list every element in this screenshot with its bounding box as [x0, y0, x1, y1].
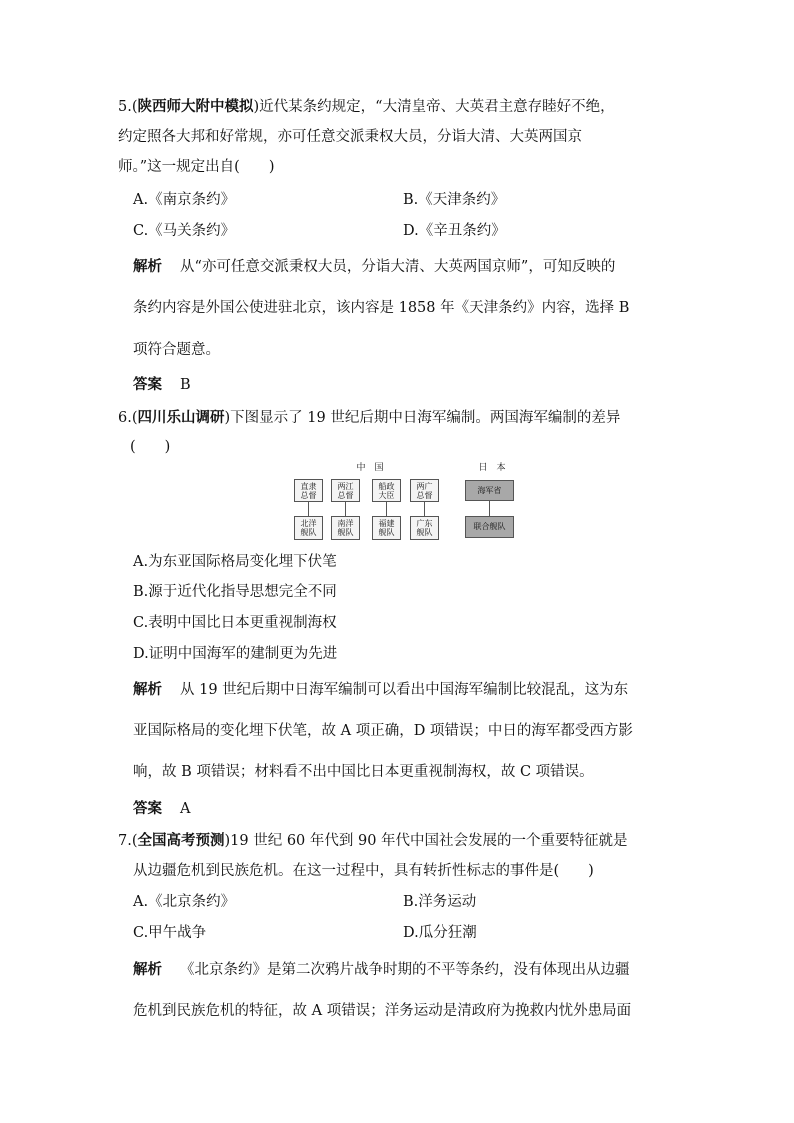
- q5-answer-value: B: [180, 377, 191, 393]
- china-top-box-1: 直隶 总督: [294, 479, 323, 502]
- q5-analysis-line-2: 条约内容是外国公使进驻北京，该内容是 1858 年《天津条约》内容，选择 B: [133, 300, 630, 316]
- q5-option-b: B.《天津条约》: [403, 192, 506, 208]
- q6-answer-label: 答案: [133, 800, 162, 817]
- q5-analysis-line-3: 项符合题意。: [133, 342, 220, 358]
- china-title: 中 国: [356, 463, 384, 473]
- q7-source: 全国高考预测: [137, 832, 225, 849]
- q6-analysis-line-3: 响，故 B 项错误；材料看不出中国比日本更重视制海权，故 C 项错误。: [133, 764, 594, 780]
- q5-answer-label: 答案: [133, 376, 162, 393]
- q5-option-d: D.《辛丑条约》: [403, 223, 506, 239]
- q6-analysis-line-1: 解析 从 19 世纪后期中日海军编制可以看出中国海军编制比较混乱，这为东: [133, 681, 629, 698]
- q6-option-a: A.为东亚国际格局变化埋下伏笔: [133, 554, 337, 570]
- q6-answer: [133, 799, 190, 819]
- q7-option-d: D.瓜分狂潮: [403, 925, 477, 941]
- q7-stem-line-2: 从边疆危机到民族危机。在这一过程中，具有转折性标志的事件是( ): [133, 863, 594, 879]
- china-connector-3: [386, 502, 387, 516]
- navy-organization-figure: [290, 463, 520, 543]
- china-top-box-4: 两广 总督: [410, 479, 439, 502]
- china-top-box-2: 两江 总督: [331, 479, 360, 502]
- china-bottom-box-4: 广东 舰队: [410, 516, 439, 540]
- china-connector-2: [345, 502, 346, 516]
- japan-connector: [489, 501, 490, 516]
- q6-stem-line-2: ( ): [130, 439, 171, 455]
- china-bottom-box-2: 南洋 舰队: [331, 516, 360, 540]
- q6-source: 四川乐山调研: [137, 409, 225, 426]
- china-bottom-box-3: 福建 舰队: [372, 516, 401, 540]
- q5-stem-line-1: 5.(陕西师大附中模拟)近代某条约规定，“大清皇帝、大英君主意存睦好不绝，: [118, 98, 615, 115]
- q6-answer-value: A: [180, 801, 191, 817]
- china-top-box-3: 船政 大臣: [372, 479, 401, 502]
- china-connector-4: [424, 502, 425, 516]
- q6-option-d: D.证明中国海军的建制更为先进: [133, 646, 338, 662]
- q6-option-b: B.源于近代化指导思想完全不同: [133, 584, 337, 600]
- q5-stem-line-2: 约定照各大邦和好常规，亦可任意交派秉权大员，分诣大清、大英两国京: [118, 129, 582, 145]
- q5-analysis-line-1: 解析 从“亦可任意交派秉权大员，分诣大清、大英两国京师”，可知反映的: [133, 258, 616, 275]
- china-connector-1: [308, 502, 309, 516]
- q6-analysis-label: 解析: [133, 681, 162, 698]
- japan-top-box: 海军省: [465, 480, 514, 501]
- q6-analysis-line-2: 亚国际格局的变化埋下伏笔，故 A 项正确，D 项错误；中日的海军都受西方影: [133, 723, 633, 739]
- q7-stem-line-1: 7.(全国高考预测)19 世纪 60 年代到 90 年代中国社会发展的一个重要特征就是: [118, 832, 628, 849]
- q5-option-a: A.《南京条约》: [133, 192, 236, 208]
- q7-analysis-line-2: 危机到民族危机的特征，故 A 项错误；洋务运动是清政府为挽救内忧外患局面: [133, 1003, 632, 1019]
- japan-bottom-box: 联合舰队: [465, 516, 514, 538]
- q7-analysis-label: 解析: [133, 961, 162, 978]
- china-bottom-box-1: 北洋 舰队: [294, 516, 323, 540]
- q5-option-c: C.《马关条约》: [133, 223, 236, 239]
- q7-option-b: B.洋务运动: [403, 894, 477, 910]
- q7-analysis-line-1: 解析 《北京条约》是第二次鸦片战争时期的不平等条约，没有体现出从边疆: [133, 961, 630, 978]
- q5-analysis-label: 解析: [133, 258, 162, 275]
- q5-stem-line-3: 师。”这一规定出自( ): [118, 159, 275, 175]
- q7-option-c: C.甲午战争: [133, 925, 207, 941]
- q5-source: 陕西师大附中模拟: [137, 98, 254, 115]
- q5-answer: [133, 375, 191, 395]
- q7-option-a: A.《北京条约》: [133, 894, 236, 910]
- q6-option-c: C.表明中国比日本更重视制海权: [133, 615, 337, 631]
- japan-title: 日 本: [478, 463, 506, 473]
- q6-stem-line-1: 6.(四川乐山调研)下图显示了 19 世纪后期中日海军编制。两国海军编制的差异: [118, 409, 621, 426]
